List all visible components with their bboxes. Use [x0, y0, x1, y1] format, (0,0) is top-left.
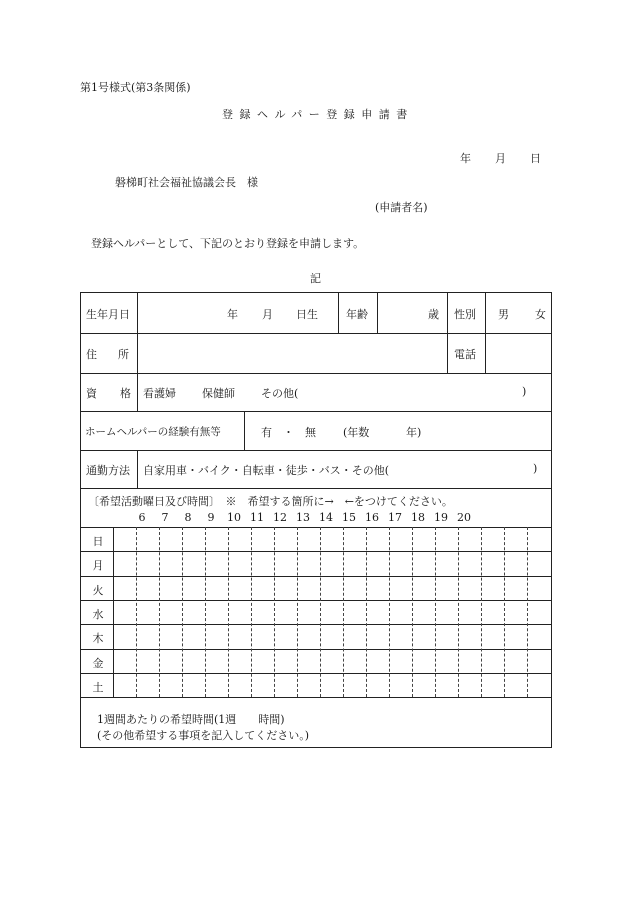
qualification-close-paren: ): [522, 385, 527, 398]
qualification-label-1: 資: [86, 387, 97, 400]
date-year-label: 年: [460, 152, 471, 165]
commute-options[interactable]: 自家用車・バイク・自転車・徒歩・バス・その他(: [143, 464, 390, 477]
schedule-hour-label: 14: [319, 511, 333, 524]
schedule-day-label: 土: [92, 680, 104, 694]
schedule-hour-label: 7: [161, 511, 169, 524]
experience-yes-no[interactable]: 有 ・ 無: [261, 426, 316, 439]
schedule-hour-label: 13: [296, 511, 310, 524]
row-divider: [81, 488, 551, 489]
grid-cell-divider: [366, 527, 367, 697]
schedule-hour-label: 8: [184, 511, 192, 524]
experience-years-unit: 年): [406, 426, 422, 439]
schedule-heading: 〔希望活動曜日及び時間〕 ※ 希望する箇所に→ ←をつけてください。: [88, 495, 453, 508]
schedule-hour-label: 17: [388, 511, 402, 524]
divider: [137, 373, 138, 411]
row-divider: [81, 373, 551, 374]
schedule-hour-label: 12: [273, 511, 287, 524]
experience-years-label: (年数: [343, 426, 370, 439]
applicant-name-label: (申請者名): [375, 201, 428, 214]
address-label-2: 所: [118, 348, 129, 361]
row-divider: [81, 411, 551, 412]
document-title: 登録ヘルパー登録申請書: [222, 108, 414, 121]
divider: [447, 293, 448, 333]
commute-label: 通勤方法: [86, 464, 130, 477]
birth-year-label: 年: [227, 308, 238, 321]
divider: [377, 293, 378, 333]
qualification-label-2: 格: [120, 387, 131, 400]
grid-cell-divider: [504, 527, 505, 697]
schedule-hour-label: 18: [411, 511, 425, 524]
other-requests-text: (その他希望する事項を記入してください。): [97, 729, 310, 742]
qualification-nurse-option[interactable]: 看護婦: [143, 387, 176, 400]
application-table: [80, 292, 552, 748]
divider: [137, 333, 138, 373]
grid-cell-divider: [297, 527, 298, 697]
experience-label: ホームヘルパーの経験有無等: [85, 426, 221, 438]
sex-female-option[interactable]: 女: [535, 308, 546, 321]
age-label: 年齢: [346, 308, 368, 321]
grid-cell-divider: [136, 527, 137, 697]
schedule-hour-label: 19: [434, 511, 448, 524]
birth-day-label: 日生: [296, 308, 318, 321]
phone-label: 電話: [454, 348, 476, 361]
grid-cell-divider: [343, 527, 344, 697]
age-unit: 歳: [428, 308, 439, 321]
schedule-hour-label: 10: [227, 511, 241, 524]
qualification-public-nurse-option[interactable]: 保健師: [202, 387, 235, 400]
schedule-day-label: 月: [92, 559, 104, 573]
grid-cell-divider: [159, 527, 160, 697]
commute-close-paren: ): [533, 462, 538, 475]
birth-month-label: 月: [262, 308, 273, 321]
schedule-day-label: 金: [92, 656, 104, 670]
qualification-other-option[interactable]: その他(: [261, 387, 299, 400]
divider: [137, 450, 138, 488]
sex-male-option[interactable]: 男: [498, 308, 509, 321]
grid-cell-divider: [251, 527, 252, 697]
weekly-hours-text: 1週間あたりの希望時間(1週 時間): [97, 713, 285, 726]
grid-cell-divider: [274, 527, 275, 697]
divider: [447, 333, 448, 373]
grid-cell-divider: [389, 527, 390, 697]
grid-day-divider: [113, 527, 114, 697]
grid-cell-divider: [435, 527, 436, 697]
schedule-hour-label: 16: [365, 511, 379, 524]
addressee: 磐梯町社会福祉協議会長 様: [115, 176, 258, 189]
grid-cell-divider: [320, 527, 321, 697]
date-day-label: 日: [530, 152, 541, 165]
grid-cell-divider: [182, 527, 183, 697]
birthdate-label: 生年月日: [86, 308, 130, 321]
schedule-hour-label: 15: [342, 511, 356, 524]
grid-cell-divider: [412, 527, 413, 697]
schedule-hour-label: 6: [138, 511, 146, 524]
schedule-day-label: 火: [92, 583, 104, 597]
grid-row-line: [81, 697, 551, 698]
divider: [137, 293, 138, 333]
schedule-day-label: 水: [92, 607, 104, 621]
schedule-hour-label: 11: [250, 511, 264, 524]
schedule-day-label: 木: [92, 632, 104, 646]
grid-cell-divider: [205, 527, 206, 697]
schedule-hour-label: 9: [207, 511, 215, 524]
form-number: 第1号様式(第3条関係): [80, 81, 191, 94]
grid-cell-divider: [228, 527, 229, 697]
grid-cell-divider: [458, 527, 459, 697]
divider: [244, 411, 245, 450]
address-label-1: 住: [86, 348, 97, 361]
date-month-label: 月: [495, 152, 506, 165]
sex-label: 性別: [454, 308, 476, 321]
grid-cell-divider: [527, 527, 528, 697]
schedule-hour-label: 20: [457, 511, 471, 524]
row-divider: [81, 333, 551, 334]
row-divider: [81, 450, 551, 451]
ki-heading: 記: [310, 272, 321, 285]
schedule-day-label: 日: [92, 535, 104, 548]
divider: [338, 293, 339, 333]
intro-text: 登録ヘルパーとして、下記のとおり登録を申請します。: [91, 237, 365, 250]
grid-cell-divider: [481, 527, 482, 697]
